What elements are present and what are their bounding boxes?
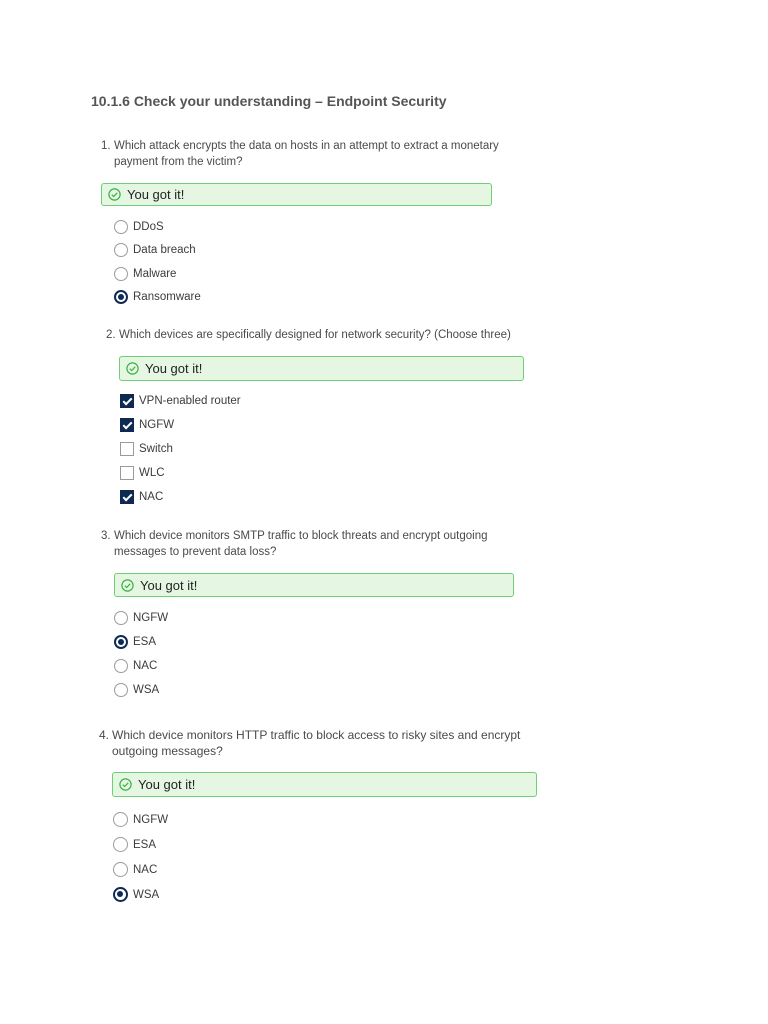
checkbox-checked[interactable] — [120, 394, 134, 408]
question-number: 1. — [101, 140, 111, 152]
answer-options — [114, 606, 515, 702]
option-label: NGFW — [133, 612, 169, 624]
answer-options — [120, 389, 526, 509]
checkbox-checked[interactable] — [120, 418, 134, 432]
checkbox[interactable] — [120, 442, 134, 456]
option-malware[interactable] — [114, 262, 505, 286]
option-label: Malware — [133, 267, 177, 280]
option-label: ESA — [133, 636, 157, 648]
question-text: Which device monitors HTTP traffic to block access to risky sites and encrypt outgoing messages? — [112, 728, 521, 758]
option-ngfw[interactable] — [114, 606, 515, 630]
option-label: Data breach — [133, 244, 196, 257]
option-label: NAC — [133, 863, 158, 876]
radio-button[interactable] — [114, 611, 128, 625]
option-label: NAC — [139, 491, 164, 503]
option-label: NGFW — [139, 419, 175, 431]
question-text: Which attack encrypts the data on hosts in an attempt to extract a monetary payment from the victim? — [114, 140, 499, 168]
page-title: 10.1.6 Check your understanding – Endpoint Security — [91, 93, 447, 109]
checkbox[interactable] — [120, 466, 134, 480]
radio-button-selected[interactable] — [114, 290, 128, 304]
check-circle-icon — [119, 778, 132, 791]
option-label: Ransomware — [133, 291, 201, 304]
option-label: WLC — [139, 467, 165, 479]
question-number: 3. — [101, 530, 111, 542]
radio-button[interactable] — [114, 220, 128, 234]
feedback-text: You got it! — [145, 361, 203, 376]
question-2 — [106, 327, 526, 509]
option-label: ESA — [133, 838, 157, 851]
option-label: VPN-enabled router — [139, 395, 241, 407]
radio-button-selected[interactable] — [113, 887, 128, 902]
checkbox-checked[interactable] — [120, 490, 134, 504]
option-label: Switch — [139, 443, 173, 455]
option-wsa[interactable] — [114, 678, 515, 702]
feedback-text: You got it! — [138, 777, 196, 792]
question-text: Which devices are specifically designed for network security? (Choose three) — [119, 329, 511, 341]
option-ngfw[interactable] — [120, 413, 526, 437]
radio-button[interactable] — [114, 683, 128, 697]
radio-button[interactable] — [114, 267, 128, 281]
feedback-banner — [112, 772, 537, 797]
option-vpn-enabled-router[interactable] — [120, 389, 526, 413]
question-text: Which device monitors SMTP traffic to block threats and encrypt outgoing messages to prevent data loss? — [114, 530, 488, 558]
question-number: 2. — [106, 329, 116, 341]
radio-button[interactable] — [114, 243, 128, 257]
option-ngfw[interactable] — [113, 807, 537, 832]
option-label: NAC — [133, 660, 158, 672]
question-1 — [101, 138, 505, 309]
option-esa[interactable] — [114, 630, 515, 654]
radio-button[interactable] — [114, 659, 128, 673]
option-wlc[interactable] — [120, 461, 526, 485]
feedback-banner — [114, 573, 514, 597]
feedback-banner — [119, 356, 524, 381]
feedback-text: You got it! — [140, 577, 198, 593]
option-label: NGFW — [133, 813, 169, 826]
option-label: WSA — [133, 684, 160, 696]
feedback-banner — [101, 183, 492, 206]
answer-options — [113, 807, 537, 907]
check-circle-icon — [108, 188, 121, 201]
option-data-breach[interactable] — [114, 239, 505, 263]
question-number: 4. — [99, 728, 110, 742]
radio-button[interactable] — [113, 862, 128, 877]
option-nac[interactable] — [120, 485, 526, 509]
option-ransomware[interactable] — [114, 286, 505, 310]
radio-button[interactable] — [113, 837, 128, 852]
option-label: DDoS — [133, 220, 164, 233]
option-label: WSA — [133, 888, 160, 901]
option-wsa[interactable] — [113, 882, 537, 907]
option-switch[interactable] — [120, 437, 526, 461]
option-esa[interactable] — [113, 832, 537, 857]
answer-options — [114, 215, 505, 309]
feedback-text: You got it! — [127, 187, 185, 202]
question-3 — [101, 528, 515, 702]
option-nac[interactable] — [114, 654, 515, 678]
option-ddos[interactable] — [114, 215, 505, 239]
option-nac[interactable] — [113, 857, 537, 882]
check-circle-icon — [121, 579, 134, 592]
radio-button[interactable] — [113, 812, 128, 827]
radio-button-selected[interactable] — [114, 635, 128, 649]
check-circle-icon — [126, 362, 139, 375]
question-4 — [99, 727, 537, 907]
